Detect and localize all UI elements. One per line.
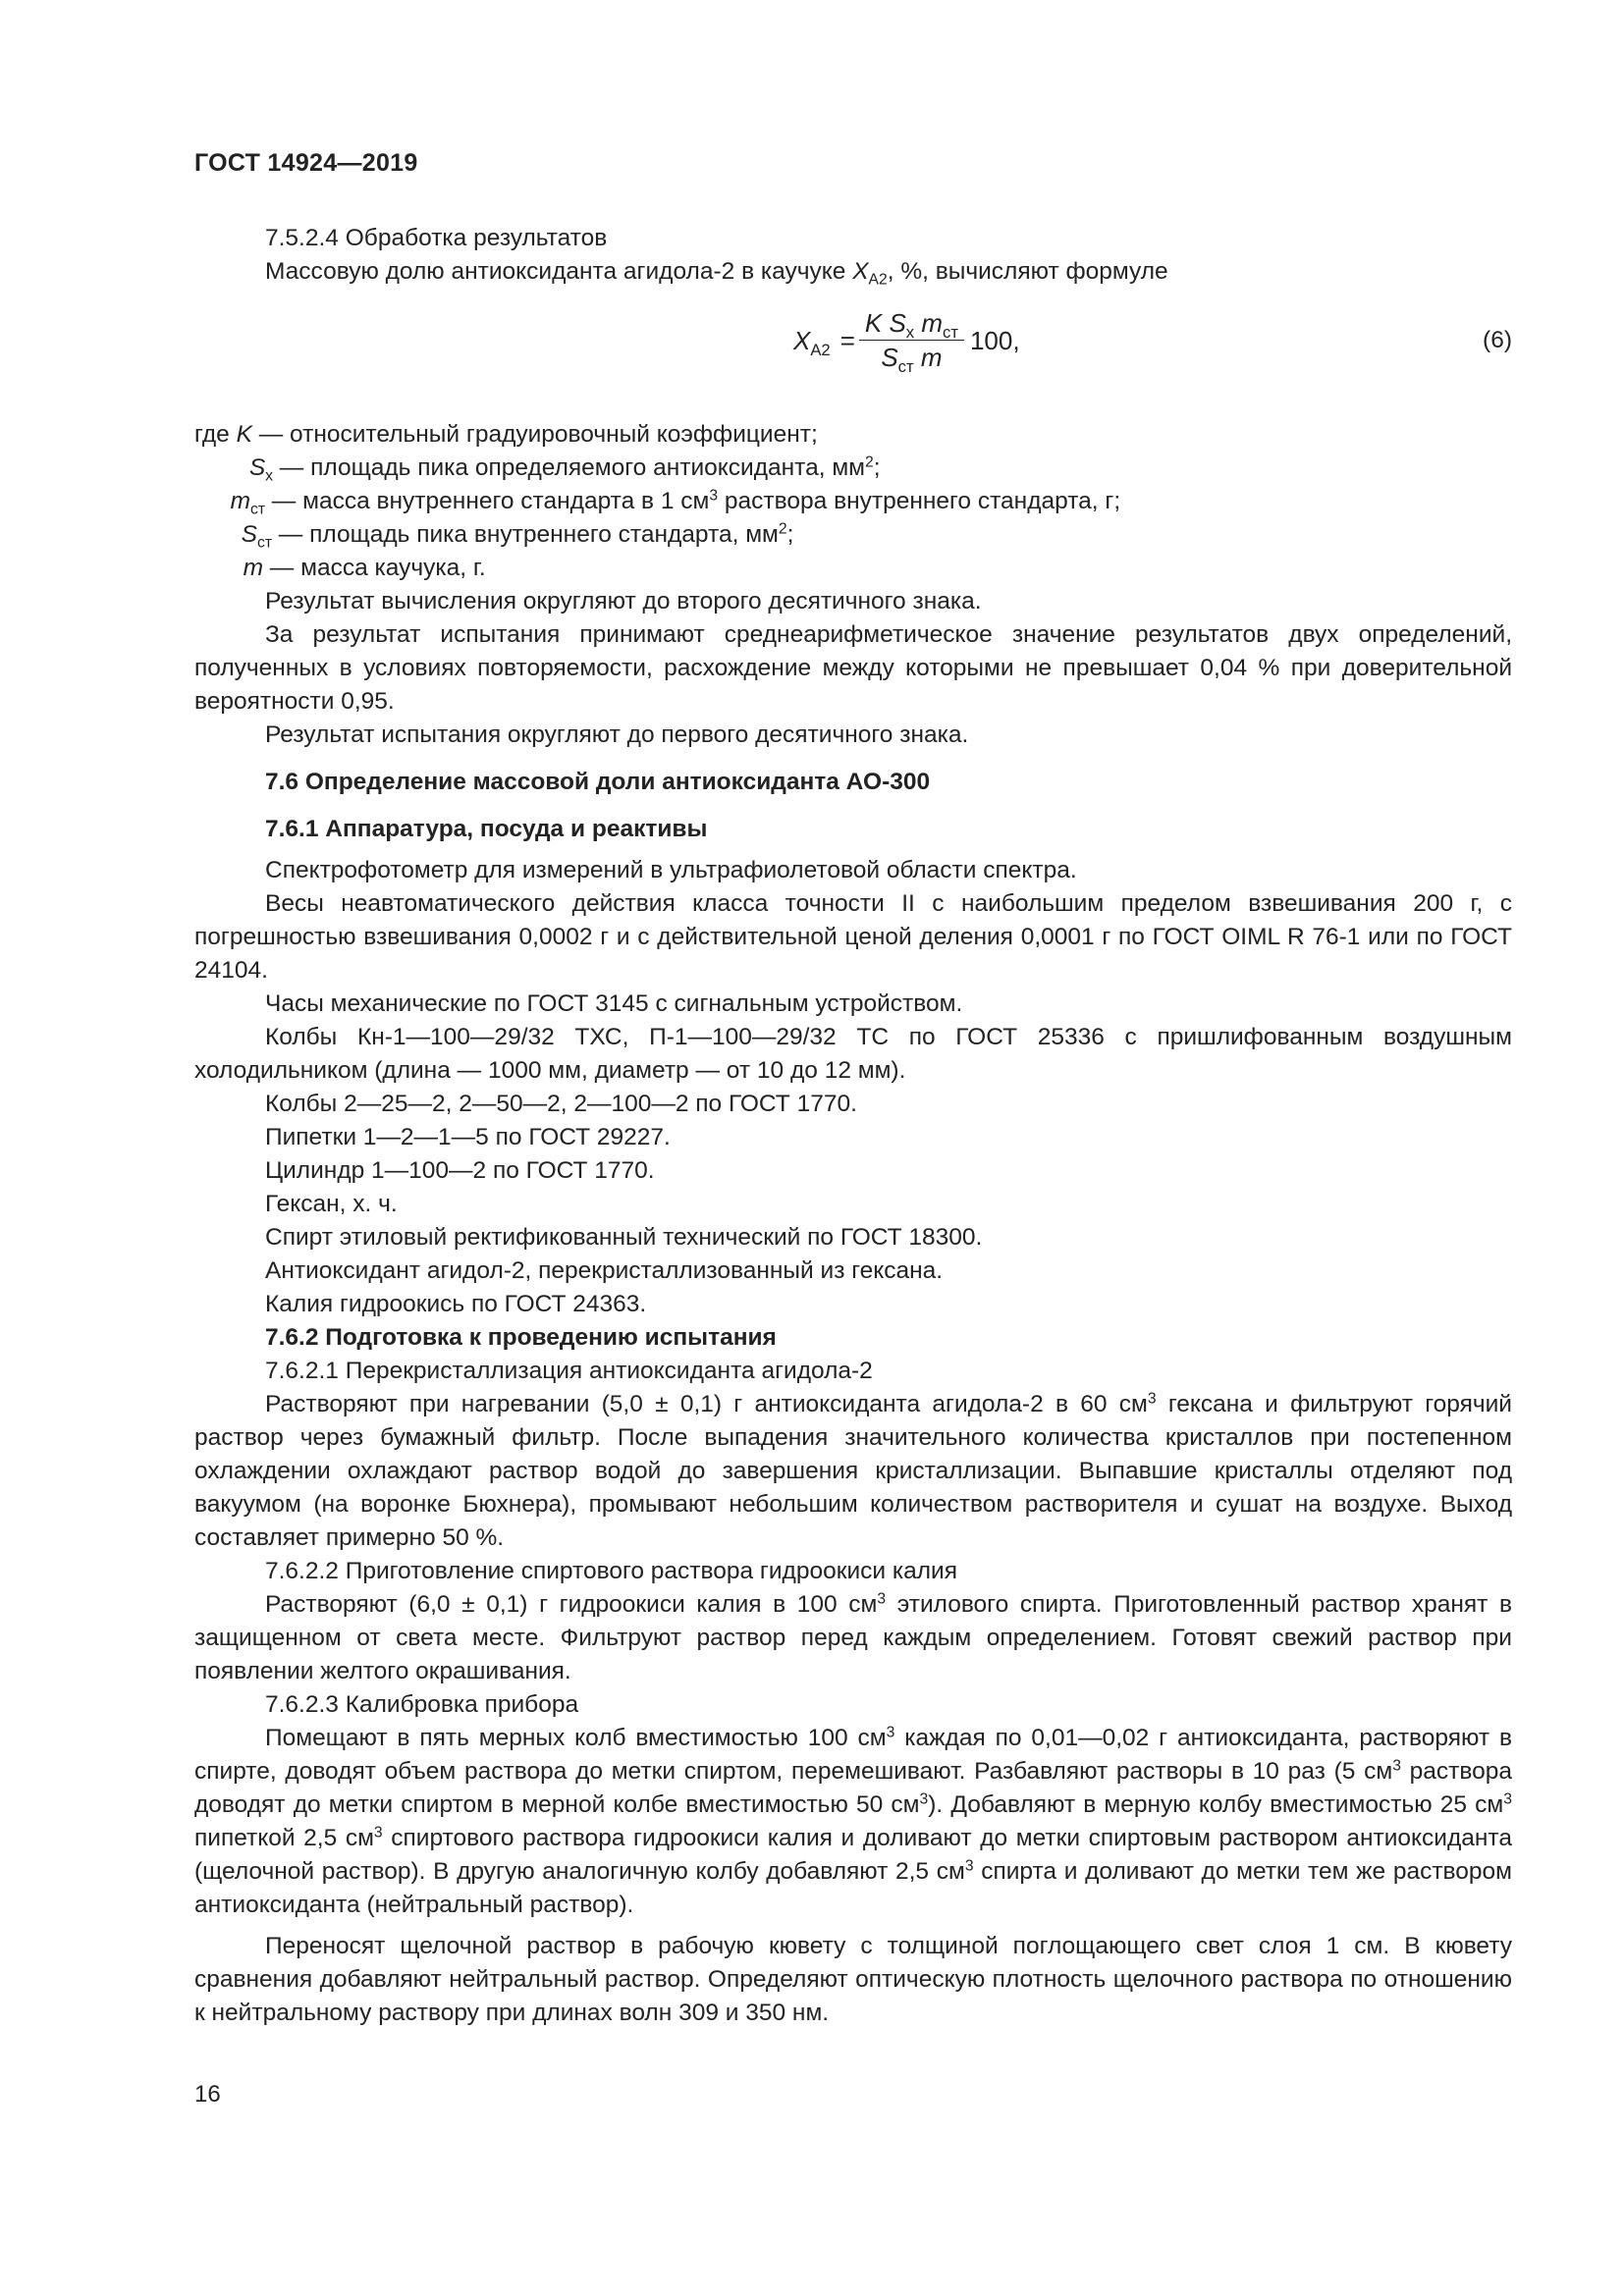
formula-denominator: $S_{ст}$ m bbox=[881, 343, 943, 376]
formula-6 bbox=[194, 289, 1512, 418]
formula-comma: , bbox=[1012, 325, 1020, 355]
equipment-item: Весы неавтоматического действия класса точности II с наибольшим пределом взвешивания 200 г, с погрешностью взвешивания 0,0002 г и с действительной ценой деления 0,0001 г по ГОСТ OIML R 76-1 или по ГОСТ 24104. bbox=[194, 890, 1512, 984]
equipment-item: Колбы Кн-1—100—29/32 ТХС, П-1—100—29/32 ТС по ГОСТ 25336 с пришлифованным воздушным холодильником (длина — 1000 мм, диаметр — от 10 до 12 мм). bbox=[194, 1024, 1512, 1084]
formula-fraction bbox=[859, 308, 964, 376]
formula-numerator: K $S_x$ $m_{ст}$ bbox=[859, 308, 964, 341]
document-header: ГОСТ 14924—2019 bbox=[194, 149, 418, 177]
equipment-item: Колбы 2—25—2, 2—50—2, 2—100—2 по ГОСТ 1770. bbox=[265, 1091, 857, 1117]
formula-equals: = bbox=[839, 325, 855, 355]
definition-sx: $S_x$ — площадь пика определяемого антиоксиданта, $мм^2$; bbox=[248, 454, 881, 485]
equipment-item: Антиоксидант агидол-2, перекристаллизованный из гексана. bbox=[265, 1257, 944, 1284]
page-content bbox=[194, 222, 1512, 2030]
formula-factor: 100 bbox=[969, 325, 1013, 355]
section-7-6-2-1-title: 7.6.2.1 Перекристаллизация антиоксиданта агидола-2 bbox=[265, 1358, 873, 1384]
formula-intro: Массовую долю антиоксиданта агидола-2 в каучуке $X_{A2}$, %, вычисляют формуле bbox=[265, 258, 1168, 289]
formula-number: (6) bbox=[1483, 327, 1512, 353]
formula-definitions bbox=[194, 418, 1512, 585]
section-7-6-heading: 7.6 Определение массовой доли антиоксиданта АО-300 bbox=[265, 769, 931, 795]
measurement-paragraph: Переносят щелочной раствор в рабочую кювету с толщиной поглощающего свет слоя 1 см. В кювету сравнения добавляют нейтральный раствор. Определяют оптическую плотность щелочного раствора по отношению к нейтральному раствору при длинах волн 309 и 350 нм. bbox=[194, 1933, 1512, 2026]
definition-mst: $m_{ст}$ — масса внутреннего стандарта в 1 $см^3$ раствора внутреннего стандарта, г; bbox=[230, 487, 1121, 518]
definition-m: m — масса каучука, г. bbox=[243, 555, 486, 581]
section-7-6-2-heading: 7.6.2 Подготовка к проведению испытания bbox=[265, 1324, 777, 1351]
definition-sst: $S_{ст}$ — площадь пика внутреннего стандарта, $мм^2$; bbox=[241, 520, 794, 552]
rounding-note-1: Результат вычисления округляют до второго десятичного знака. bbox=[265, 588, 982, 614]
equipment-item: Пипетки 1—2—1—5 по ГОСТ 29227. bbox=[265, 1124, 671, 1150]
calibration-paragraph: Помещают в пять мерных колб вместимостью 100 $см^3$ каждая по 0,01—0,02 г антиоксиданта, растворяют в спирте, доводят объем раствора до метки спиртом, перемешивают. Разбавляют растворы в 10 раз (5 $см^3$ раствора доводят до метки спиртом в мерной колбе вместимостью 50 $см^3$). Добавляют в мерную колбу вместимостью 25 $см^3$ пипеткой 2,5 $см^3$ спиртового раствора гидроокиси калия и доливают до метки спиртовым раствором антиоксиданта (щелочной раствор). В другую аналогичную колбу добавляют 2,5 $см^3$ спирта и доливают до метки тем же раствором антиоксиданта (нейтральный раствор). bbox=[194, 1724, 1513, 1918]
section-7-5-2-4-title: 7.5.2.4 Обработка результатов bbox=[265, 225, 608, 251]
section-7-6-1-heading: 7.6.1 Аппаратура, посуда и реактивы bbox=[265, 816, 708, 842]
equipment-item: Часы механические по ГОСТ 3145 с сигнальным устройством. bbox=[265, 990, 963, 1017]
section-7-6-2-3-title: 7.6.2.3 Калибровка прибора bbox=[265, 1691, 579, 1718]
result-paragraph: За результат испытания принимают среднеарифметическое значение результатов двух определений, полученных в условиях повторяемости, расхождение между которыми не превышает 0,04 % при доверительной вероятности 0,95. bbox=[194, 621, 1512, 715]
formula-expression bbox=[793, 308, 1020, 376]
rounding-note-2: Результат испытания округляют до первого десятичного знака. bbox=[265, 721, 969, 748]
formula-lhs: $X_{A2}$ bbox=[793, 325, 831, 359]
equipment-item: Гексан, х. ч. bbox=[265, 1191, 398, 1217]
equipment-item: Калия гидроокись по ГОСТ 24363. bbox=[265, 1291, 647, 1317]
definition-k: где K — относительный градуировочный коэффициент; bbox=[194, 421, 818, 448]
equipment-item: Цилиндр 1—100—2 по ГОСТ 1770. bbox=[265, 1157, 655, 1184]
equipment-item: Спирт этиловый ректификованный технический по ГОСТ 18300. bbox=[265, 1224, 983, 1251]
koh-solution-paragraph: Растворяют (6,0 ± 0,1) г гидроокиси калия в 100 $см^3$ этилового спирта. Приготовленный раствор хранят в защищенном от света месте. Фильтруют раствор перед каждым определением. Готовят свежий раствор при появлении желтого окрашивания. bbox=[194, 1590, 1512, 1684]
equipment-item: Спектрофотометр для измерений в ультрафиолетовой области спектра. bbox=[265, 857, 1077, 883]
recrystallization-paragraph: Растворяют при нагревании (5,0 ± 0,1) г антиоксиданта агидола-2 в 60 $см^3$ гексана и фильтруют горячий раствор через бумажный фильтр. После выпадения значительного количества кристаллов при постепенном охлаждении охлаждают раствор водой до завершения кристаллизации. Выпавшие кристаллы отделяют под вакуумом (на воронке Бюхнера), промывают небольшим количеством растворителя и сушат на воздухе. Выход составляет примерно 50 %. bbox=[194, 1390, 1512, 1551]
section-7-6-2-2-title: 7.6.2.2 Приготовление спиртового раствора гидроокиси калия bbox=[265, 1558, 958, 1584]
page-number: 16 bbox=[194, 2081, 221, 2108]
